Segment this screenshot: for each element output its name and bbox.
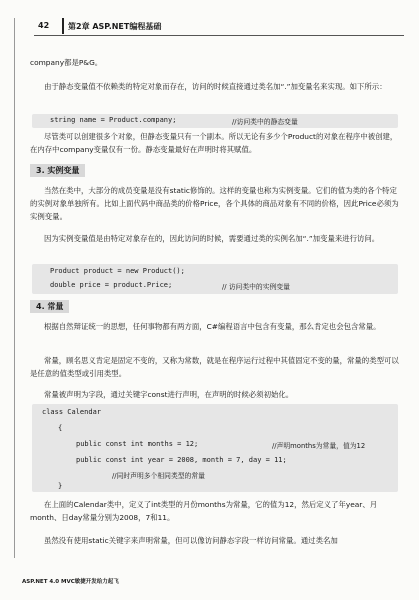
paragraph: company都是P&G。 (30, 58, 103, 67)
header-rule (34, 35, 404, 36)
code-comment: //同时声明多个相同类型的常量 (112, 472, 205, 480)
code-comment: //声明months为常量，值为12 (272, 442, 366, 450)
code-comment: // 访问类中的实例变量 (222, 283, 290, 291)
code-block-static (32, 114, 398, 128)
code-block-instance (32, 264, 398, 294)
section-heading: 4. 常量 (30, 300, 69, 313)
paragraph: 因为实例变量值是由特定对象存在的，因此访问的时候，需要通过类的实例名加“.”加变量来进行访问。 (44, 234, 380, 243)
header-divider (62, 18, 64, 34)
code-line: { (58, 424, 63, 432)
page-header (14, 18, 394, 36)
paragraph: 由于静态变量值不依赖类的特定对象而存在，访问的时候直接通过类名加“.”加变量名来实现。如下所示： (44, 82, 387, 91)
paragraph: 常量，顾名思义肯定是固定不变的，又称为常数，就是在程序运行过程中其值固定不变的量，常量的类型可以是任意的值类型或引用类型。 (30, 356, 399, 378)
paragraph: 当然在类中，大部分的成员变量是没有static修饰的。这样的变量也称为实例变量。它们的值为类的各个特定的实例对象单独所有。比如上面代码中商品类的价格Price，各个具体的商品对象有不同的价格，因此Price必须为实例变量。 (30, 186, 399, 221)
code-line: double price = product.Price; (50, 281, 173, 289)
paragraph: 在上面的Calendar类中，定义了int类型的月份months为常量，它的值为12，然后定义了年year、月month、日day常量分别为2008，7和11。 (30, 500, 378, 522)
paragraph: 根据自然辩证统一的思想，任何事物都有两方面，C#编程语言中包含有变量，那么肯定也会包含常量。 (44, 322, 381, 331)
page-footer: ASP.NET 4.0 MVC敏捷开发给力起飞 (22, 579, 119, 585)
code-line: string name = Product.company; (50, 116, 177, 124)
code-line: public const int months = 12; (76, 440, 199, 448)
code-block-constants (32, 404, 398, 492)
code-line: } (58, 482, 63, 490)
section-heading: 3. 实例变量 (30, 164, 85, 177)
paragraph: 常量被声明为字段，通过关键字const进行声明，在声明的时候必须初始化。 (44, 390, 294, 399)
chapter-title: 第2章 ASP.NET编程基础 (68, 22, 162, 31)
left-margin-rule (14, 18, 15, 558)
code-line: Product product = new Product(); (50, 267, 185, 275)
paragraph: 虽然没有使用static关键字来声明常量，但可以像访问静态字段一样访问常量。通过类名加 (44, 536, 338, 545)
code-line: public const int year = 2008, month = 7, day = 11; (76, 456, 287, 464)
page-number: 42 (38, 21, 50, 30)
code-comment: //访问类中的静态变量 (232, 118, 298, 126)
code-line: class Calendar (42, 408, 102, 416)
paragraph: 尽管类可以创建很多个对象，但静态变量只有一个副本。所以无论有多少个Product的对象在程序中被创建，在内存中company变量仅有一份。静态变量最好在声明时将其赋值。 (30, 132, 398, 154)
